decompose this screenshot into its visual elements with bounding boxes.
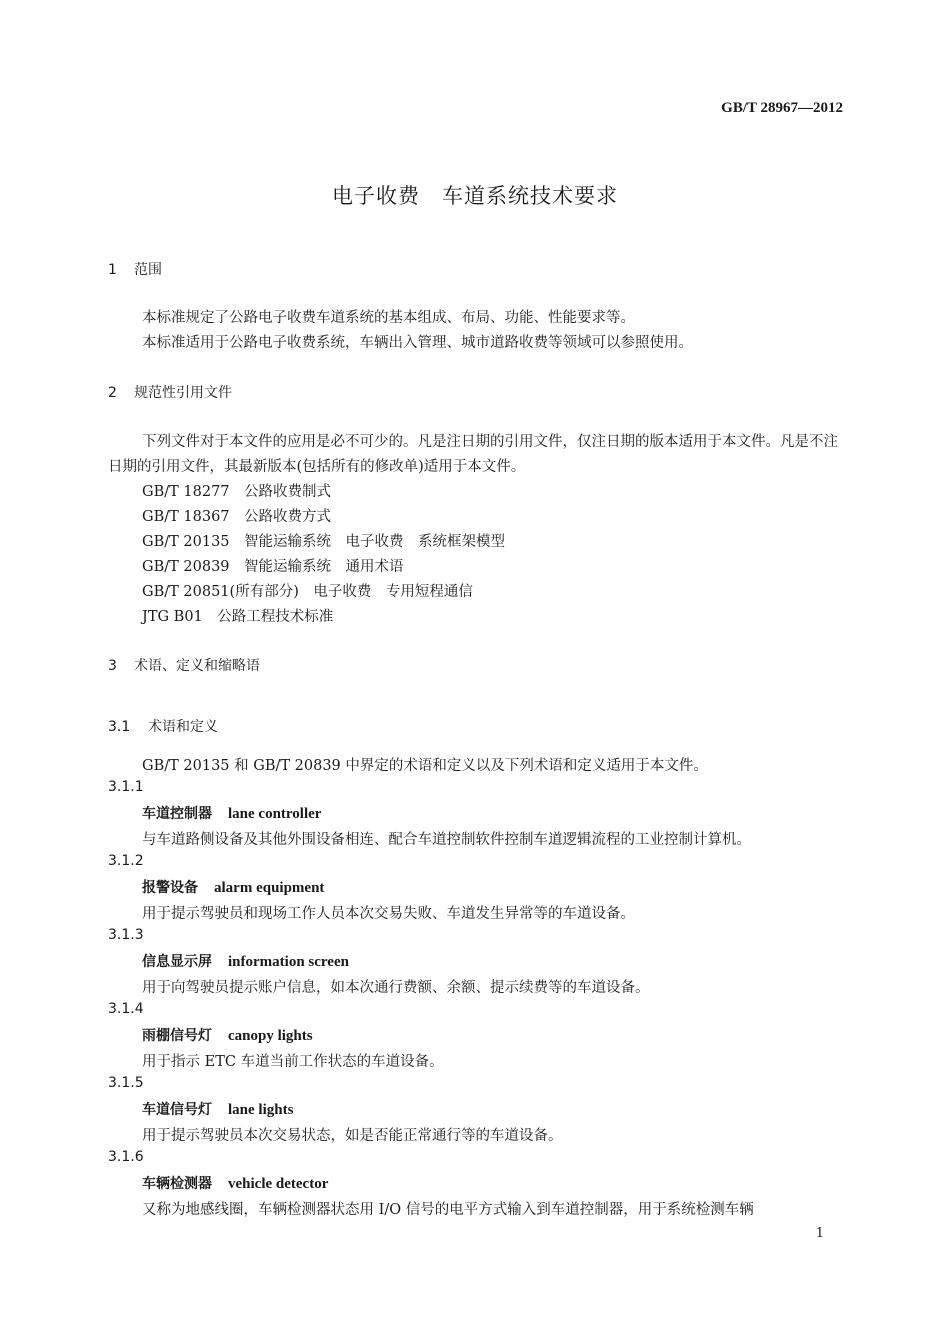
section-title: 范围 (134, 262, 162, 278)
subsection-title: 术语和定义 (148, 719, 218, 735)
term-en: alarm equipment (214, 880, 325, 896)
term-heading (142, 1025, 313, 1045)
term-heading (142, 1173, 328, 1193)
term-definition: 用于指示 ETC 车道当前工作状态的车道设备。 (142, 1054, 444, 1070)
standard-number: GB/T 28967—2012 (721, 100, 843, 116)
reference-item: GB/T 20839 智能运输系统 通用术语 (142, 559, 404, 575)
term-en: vehicle detector (228, 1176, 329, 1192)
term-number: 3.1.2 (108, 853, 144, 869)
term-zh: 车道信号灯 (142, 1102, 212, 1118)
section-number: 3 (108, 658, 117, 674)
term-definition: 又称为地感线圈，车辆检测器状态用 I/O 信号的电平方式输入到车道控制器，用于系统检测车辆 (142, 1202, 754, 1218)
document-title: 电子收费 车道系统技术要求 (332, 184, 618, 208)
section-1-heading (108, 259, 162, 279)
term-number: 3.1.3 (108, 927, 144, 943)
term-heading (142, 877, 324, 897)
term-zh: 报警设备 (142, 880, 198, 896)
paragraph: 下列文件对于本文件的应用是必不可少的。凡是注日期的引用文件，仅注日期的版本适用于本文件。凡是不注日期的引用文件，其最新版本(包括所有的修改单)适用于本文件。 (108, 434, 838, 475)
term-definition: 用于提示驾驶员和现场工作人员本次交易失败、车道发生异常等的车道设备。 (142, 906, 635, 922)
page-number: 1 (815, 1226, 824, 1241)
subsection-3-1-heading (108, 716, 218, 736)
term-heading (142, 803, 321, 823)
paragraph: GB/T 20135 和 GB/T 20839 中界定的术语和定义以及下列术语和定义适用于本文件。 (142, 758, 708, 774)
term-en: information screen (228, 954, 349, 970)
term-number: 3.1.6 (108, 1149, 144, 1165)
section-title: 规范性引用文件 (134, 385, 232, 401)
reference-item: GB/T 18367 公路收费方式 (142, 509, 332, 525)
term-definition: 与车道路侧设备及其他外围设备相连、配合车道控制软件控制车道逻辑流程的工业控制计算机。 (142, 832, 751, 848)
section-3-heading (108, 655, 260, 675)
section-number: 1 (108, 262, 117, 278)
term-number: 3.1.1 (108, 779, 144, 795)
reference-item: GB/T 20135 智能运输系统 电子收费 系统框架模型 (142, 534, 506, 550)
term-definition: 用于向驾驶员提示账户信息，如本次通行费额、余额、提示续费等的车道设备。 (142, 980, 650, 996)
term-heading (142, 951, 349, 971)
term-zh: 车道控制器 (142, 806, 212, 822)
section-2-heading (108, 382, 232, 402)
term-zh: 信息显示屏 (142, 954, 212, 970)
reference-item: GB/T 20851(所有部分) 电子收费 专用短程通信 (142, 584, 473, 600)
term-heading (142, 1099, 293, 1119)
term-en: lane lights (228, 1102, 294, 1118)
term-number: 3.1.4 (108, 1001, 144, 1017)
reference-item: JTG B01 公路工程技术标准 (142, 609, 334, 625)
term-en: lane controller (228, 806, 322, 822)
reference-item: GB/T 18277 公路收费制式 (142, 484, 332, 500)
section-title: 术语、定义和缩略语 (134, 658, 260, 674)
section-number: 2 (108, 385, 117, 401)
term-zh: 车辆检测器 (142, 1176, 212, 1192)
term-zh: 雨棚信号灯 (142, 1028, 212, 1044)
subsection-number: 3.1 (108, 719, 131, 735)
paragraph: 本标准适用于公路电子收费系统，车辆出入管理、城市道路收费等领域可以参照使用。 (142, 335, 693, 351)
paragraph: 本标准规定了公路电子收费车道系统的基本组成、布局、功能、性能要求等。 (142, 310, 635, 326)
term-en: canopy lights (228, 1028, 313, 1044)
term-definition: 用于提示驾驶员本次交易状态，如是否能正常通行等的车道设备。 (142, 1128, 563, 1144)
term-number: 3.1.5 (108, 1075, 144, 1091)
